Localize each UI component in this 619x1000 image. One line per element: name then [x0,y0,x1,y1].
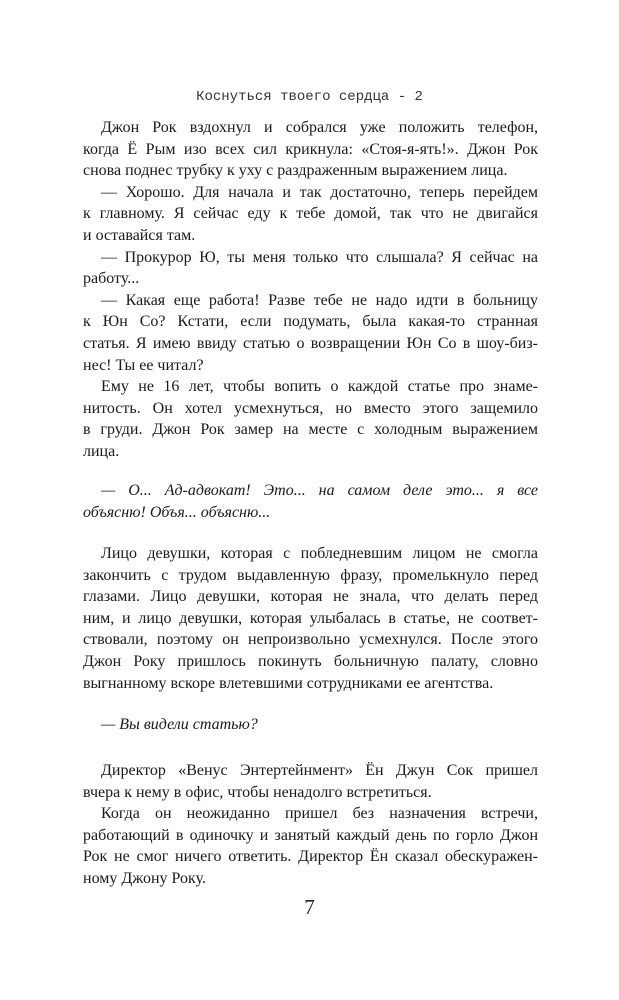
paragraph [83,480,538,523]
paragraph [83,803,538,889]
text-line: Лицо девушки, которая с побледневшим лицом не смогла [101,545,538,562]
paragraph [83,376,538,462]
text-line: когда Ё Рым изо всех сил крикнула: «Стоя-я-ять!». Джон Рок [83,140,538,158]
text-line: ним, и лицо девушки, которая улыбалась в статье, не соответ- [83,609,538,627]
paragraph [83,760,538,803]
text-line: — Прокурор Ю, ты меня только что слышала? Я сейчас на [101,248,538,266]
text-line: глазами. Лицо девушки, которая не знала, что делать перед [83,588,538,606]
text-line: Рок не смог ничего ответить. Директор Ён сказал обескуражен- [83,848,538,866]
text-line: Когда он неожиданно пришел без назначения встречи, [101,805,538,823]
text-line: работающий в одиночку и занятый каждый день по горло Джон [83,826,538,844]
text-line: Директор «Венус Энтертейнмент» Ён Джун Сок пришел [101,762,538,779]
text-line: нитость. Он хотел усмехнуться, но вместо этого защемило [83,399,538,417]
text-line: Джон Року пришлось покинуть больничную палату, словно [83,652,538,670]
paragraph [83,247,538,290]
text-block-2 [83,543,538,694]
text-block-1 [83,117,538,463]
text-line: к Юн Со? Кстати, если подумать, была какая-то странная [83,313,538,331]
text-block-italic-1 [83,480,538,523]
text-line: ствовали, поэтому он непроизвольно усмехнулся. После этого [83,631,538,649]
text-line: ному Джону Року. [83,869,206,887]
text-line: нес! Ты ее читал? [83,356,204,374]
text-line: выгнанному вскоре влетевшими сотрудниками ее агентства. [83,674,494,692]
paragraph [83,543,538,694]
text-line: закончить с трудом выдавленную фразу, промелькнуло перед [83,566,538,584]
text-block-italic-2 [83,714,538,736]
text-line: Джон Рок вздохнул и собрался уже положить телефон, [101,119,538,136]
text-line: — Вы видели статью? [101,716,258,733]
text-block-3 [83,760,538,890]
paragraph [83,182,538,247]
paragraph [83,290,538,376]
text-line: к главному. Я сейчас еду к тебе домой, так что не двигайся [83,205,538,223]
text-line: Ему не 16 лет, чтобы вопить о каждой статье про знаме- [101,378,538,396]
text-line: — Хорошо. Для начала и так достаточно, теперь перейдем [101,183,538,201]
text-line: в груди. Джон Рок замер на месте с холодным выражением [83,421,538,439]
text-line: и оставайся там. [83,226,196,244]
text-line: — О... Ад-адвокат! Это... на самом деле это... я все [101,482,538,499]
text-line: — Какая еще работа! Разве тебе не надо идти в больницу [101,291,538,309]
paragraph [83,117,538,182]
text-line: снова поднес трубку к уху с раздраженным выражением лица. [83,162,508,180]
text-line: объясню! Объя... объясню... [83,503,271,521]
paragraph [83,714,538,736]
text-line: вчера к нему в офис, чтобы ненадолго встретиться. [83,783,432,801]
text-line: лица. [83,442,120,460]
text-line: работу... [83,270,140,288]
page-number: 7 [304,895,315,919]
text-line: статья. Я имею ввиду статью о возвращении Юн Со в шоу-биз- [83,334,538,352]
running-header: Коснуться твоего сердца - 2 [196,89,423,105]
